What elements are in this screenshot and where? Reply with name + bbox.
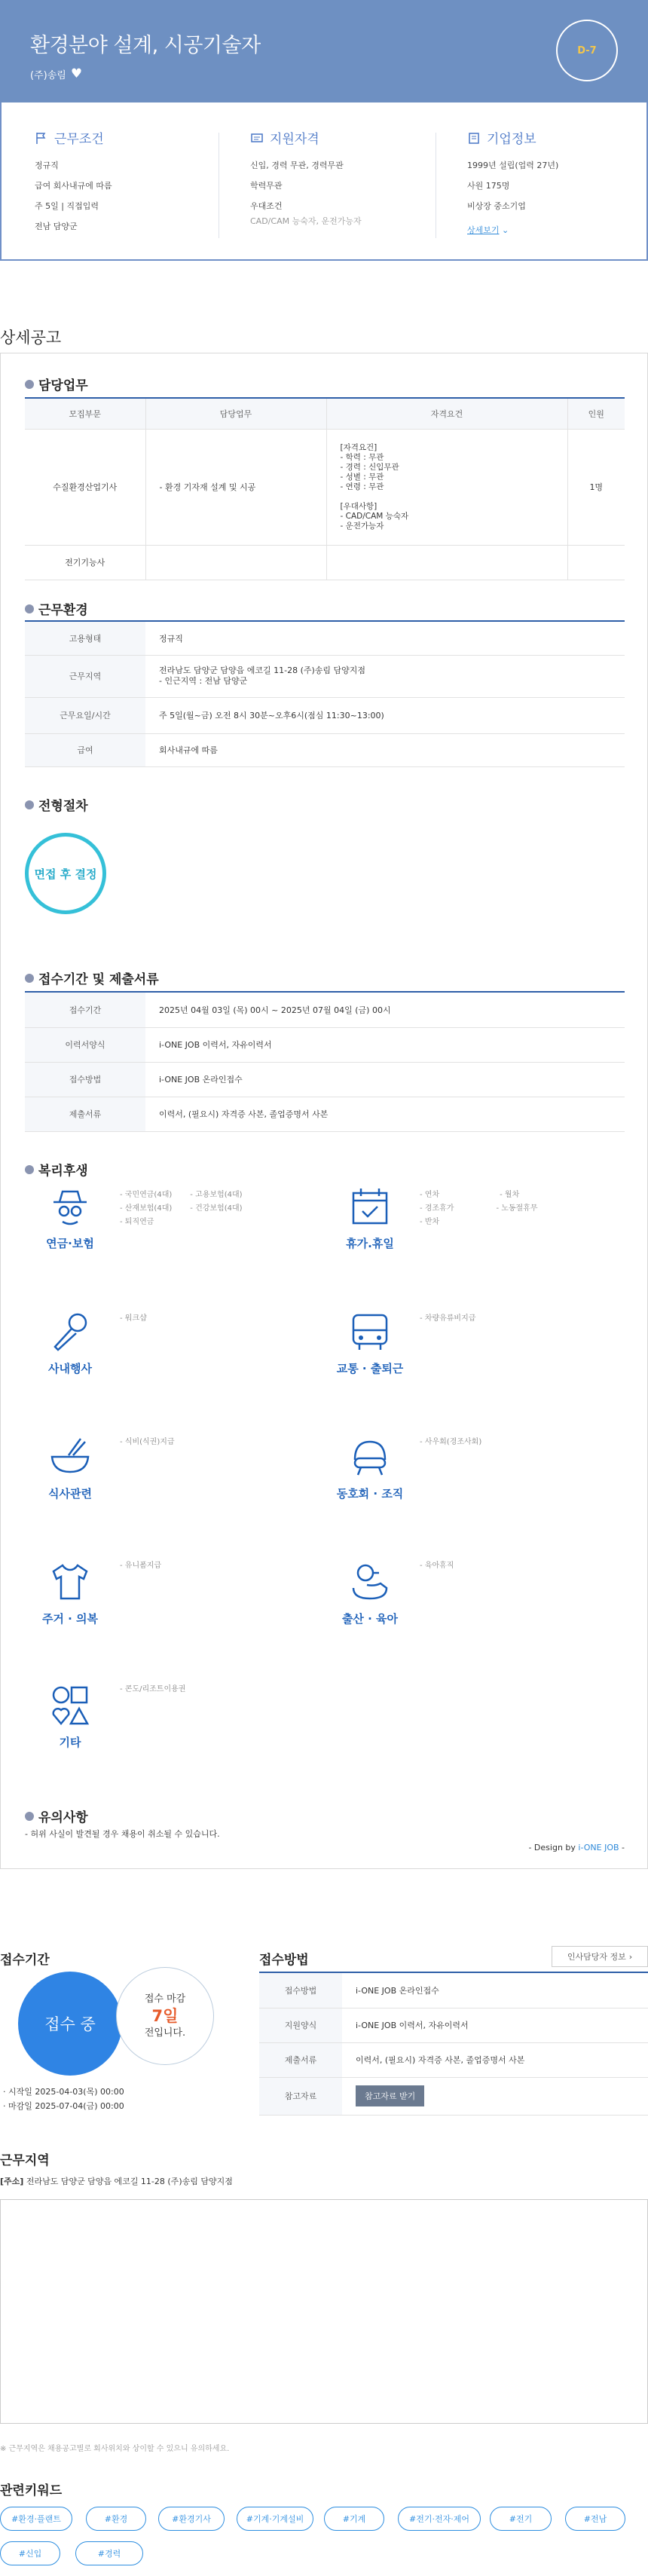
row-label: 지원양식: [259, 2008, 342, 2042]
calendar-icon: [346, 1182, 394, 1231]
dept-cell: 전기기능사: [25, 545, 145, 580]
row-label: 근무지역: [25, 655, 145, 697]
bullet-icon: [25, 380, 34, 389]
welfare-item: 차량유류비지급: [424, 1314, 476, 1323]
notice-text: - 허위 사실이 발견될 경우 채용이 취소될 수 있습니다.: [25, 1829, 220, 1839]
conditions-column: [35, 128, 112, 240]
chevron-down-icon[interactable]: ⌄: [499, 225, 509, 235]
welfare-item: 연차: [424, 1191, 440, 1199]
keyword-chip[interactable]: #전남: [565, 2507, 625, 2531]
welfare-item: 콘도/리조트이용권: [124, 1685, 186, 1693]
company-column: [467, 128, 558, 244]
row-value: 2025년 04월 03일 (목) 00시 ~ 2025년 07월 04일 (금) 00시: [145, 993, 625, 1027]
map-area[interactable]: [0, 2199, 648, 2424]
table-row: [259, 2008, 648, 2042]
duck-icon: [346, 1558, 394, 1606]
welfare-event: [25, 1308, 115, 1376]
welfare-heading: [25, 1160, 88, 1179]
welfare-item: 월차: [504, 1191, 520, 1199]
company-item: 1999년 설립(업력 27년): [467, 161, 559, 170]
deadline-suffix: 전입니다.: [144, 2027, 186, 2039]
table-row: [25, 622, 625, 655]
column-header: 인원: [567, 399, 625, 429]
table-row: [259, 2077, 648, 2115]
condition-item: 급여 회사내규에 따름: [35, 181, 112, 191]
welfare-item: 산재보험(4대): [124, 1204, 173, 1213]
table-row: [25, 1097, 625, 1131]
end-date: · 마감일 2025-07-04(금) 00:00: [3, 2101, 124, 2111]
bullet-icon: [25, 604, 34, 613]
welfare-label: 사내행사: [48, 1362, 92, 1375]
welfare-item: 육아휴직: [424, 1562, 454, 1570]
conditions-list: [35, 159, 112, 232]
requirements-cell: [자격요건] - 학력 : 무관 - 경력 : 신입무관 - 성별 : 무관 - 연령 : 무관 [우대사항] - CAD/CAM 능숙자 - 운전가능자: [326, 429, 567, 545]
status-text: 접수 중: [44, 2015, 96, 2033]
table-row: [25, 697, 625, 733]
bullet-icon: [25, 800, 34, 809]
job-title: 환경분야 설계, 시공기술자: [30, 34, 261, 57]
row-label: 근무요일/시간: [25, 697, 145, 733]
table-row: [25, 545, 625, 580]
company-list: [467, 159, 558, 236]
welfare-item: 퇴직연금: [124, 1218, 154, 1226]
keyword-chip[interactable]: #환경: [86, 2507, 146, 2531]
welfare-items: - 국민연금(4대) - 고용보험(4대) - 산재보험(4대) - 건강보험(4대) - 퇴직연금: [120, 1191, 243, 1226]
row-value: 회사내규에 따름: [145, 733, 625, 766]
heart-icon[interactable]: ♥: [70, 66, 83, 81]
welfare-label: 기타: [59, 1736, 81, 1749]
table-header-row: [25, 399, 625, 429]
flag-icon: [35, 131, 48, 145]
detail-section-title: 상세공고: [0, 329, 62, 347]
task-cell: [145, 545, 326, 580]
table-row: [25, 1027, 625, 1062]
reception-title: 접수기간 및 제출서류: [38, 972, 159, 987]
welfare-title: 복리후생: [38, 1164, 88, 1179]
qualifications-column: [250, 128, 362, 235]
condition-item: 정규직: [35, 161, 59, 170]
method-title: 접수방법: [259, 1953, 309, 1968]
notice-title: 유의사항: [38, 1810, 88, 1825]
company-heading: [467, 128, 558, 147]
notice-heading: [25, 1807, 88, 1825]
qualifications-heading: [250, 128, 362, 147]
count-cell: 1명: [567, 429, 625, 545]
company-item: 사원 175명: [467, 181, 510, 191]
welfare-item: 경조휴가: [424, 1204, 454, 1213]
method-table: [259, 1973, 648, 2116]
shapes-icon: [46, 1681, 94, 1730]
welfare-item: 사우회(경조사회): [424, 1438, 482, 1446]
table-row: [259, 2042, 648, 2077]
conditions-title: 근무조건: [54, 132, 104, 147]
keyword-chip[interactable]: #전기: [490, 2507, 552, 2531]
process-title: 전형절차: [38, 799, 88, 814]
keyword-chip[interactable]: #신입: [0, 2541, 60, 2565]
table-row: [25, 1062, 625, 1097]
welfare-label: 식사관련: [48, 1487, 92, 1501]
welfare-parenting: [325, 1558, 415, 1626]
bullet-icon: [25, 1165, 34, 1174]
welfare-items: - 유니폼지급: [120, 1562, 162, 1570]
row-label: 이력서양식: [25, 1027, 145, 1062]
welfare-label: 교통 · 출퇴근: [336, 1362, 404, 1375]
shirt-icon: [46, 1558, 94, 1606]
keyword-chip[interactable]: #기계: [324, 2507, 384, 2531]
welfare-transport: [325, 1308, 415, 1376]
condition-item: 주 5일 | 직접입력: [35, 201, 99, 211]
requirements-cell: [326, 545, 567, 580]
pension-icon: [46, 1182, 94, 1231]
keyword-chip[interactable]: #환경·플랜트: [0, 2507, 72, 2531]
table-row: [25, 993, 625, 1027]
period-title: 접수기간: [0, 1953, 50, 1968]
keywords-title: 관련키워드: [0, 2483, 63, 2498]
welfare-items: - 차량유류비지급: [420, 1314, 476, 1323]
design-brand: i-ONE JOB: [578, 1843, 619, 1852]
work-env-title: 근무환경: [38, 603, 88, 618]
count-cell: [567, 545, 625, 580]
detail-panel: [0, 353, 648, 1869]
welfare-items: - 식비(식권)지급: [120, 1438, 175, 1446]
welfare-item: 유니폼지급: [124, 1562, 162, 1570]
table-row: [25, 733, 625, 766]
keyword-chip[interactable]: #전기·전자·제어: [398, 2507, 481, 2531]
welfare-item: 건강보험(4대): [195, 1204, 243, 1213]
row-label: 접수기간: [25, 993, 145, 1027]
row-value: 주 5일(월~금) 오전 8시 30분~오후6시(점심 11:30~13:00): [145, 697, 625, 733]
welfare-meal: [25, 1433, 115, 1501]
company-title: 기업정보: [487, 132, 536, 147]
row-value: [342, 2077, 648, 2115]
reception-heading: [25, 968, 159, 987]
welfare-label: 휴가.휴일: [346, 1237, 394, 1250]
qualification-item: 우대조건: [250, 201, 283, 211]
row-value: i-ONE JOB 온라인접수: [342, 1973, 648, 2008]
id-card-icon: [250, 131, 264, 145]
qualification-item: 신입, 경력 무관, 경력무관: [250, 161, 344, 170]
welfare-item: 국민연금(4대): [124, 1191, 173, 1199]
column-header: 자격요건: [326, 399, 567, 429]
helmet-icon: [346, 1433, 394, 1481]
welfare-item: 노동절휴무: [501, 1204, 538, 1213]
keyword-chip[interactable]: #경력: [75, 2541, 143, 2565]
design-suffix: -: [619, 1843, 625, 1852]
company-name[interactable]: [30, 66, 82, 81]
manager-info-label: 인사담당자 정보: [567, 1952, 626, 1962]
keyword-chip[interactable]: #환경기사: [158, 2507, 225, 2531]
meal-icon: [46, 1433, 94, 1481]
bullet-icon: [25, 1812, 34, 1821]
welfare-item: 워크샵: [124, 1314, 147, 1323]
welfare-items: - 워크샵: [120, 1314, 147, 1323]
dept-cell: 수질환경산업기사: [25, 429, 145, 545]
status-circle: [18, 1972, 122, 2076]
address-text: 전라남도 담양군 담양읍 에코길 11-28 (주)송림 담양지점: [26, 2177, 233, 2186]
chevron-right-icon: ›: [628, 1951, 633, 1962]
bullet-icon: [25, 974, 34, 983]
download-reference-button[interactable]: 참고자료 받기: [356, 2085, 424, 2106]
welfare-item: 반차: [424, 1218, 440, 1226]
manager-info-button[interactable]: [552, 1946, 648, 1967]
process-heading: [25, 795, 88, 814]
work-env-heading: [25, 599, 88, 618]
deadline-circle: [116, 1967, 214, 2065]
table-row: [25, 429, 625, 545]
deadline-days: 7일: [151, 2007, 179, 2025]
period-dates: [3, 2085, 124, 2113]
welfare-pension: [25, 1182, 115, 1251]
row-value: 이력서, (필요시) 자격증 사본, 졸업증명서 사본: [145, 1097, 625, 1131]
location-note: ※ 근무지역은 채용공고별로 회사위치와 상이할 수 있으니 유의하세요.: [0, 2445, 230, 2453]
location-title: 근무지역: [0, 2153, 50, 2168]
bus-icon: [346, 1308, 394, 1356]
duty-table: [25, 399, 625, 580]
location-address: [0, 2175, 233, 2187]
row-label: 고용형태: [25, 622, 145, 655]
row-label: 참고자료: [259, 2077, 342, 2115]
row-label: 접수방법: [25, 1062, 145, 1097]
welfare-label: 연금·보험: [46, 1237, 94, 1250]
welfare-vacation: [325, 1182, 415, 1251]
conditions-heading: [35, 128, 112, 147]
row-label: 제출서류: [259, 2042, 342, 2077]
preferred-conditions: CAD/CAM 능숙자, 운전가능자: [250, 216, 362, 226]
row-value: i-ONE JOB 이력서, 자유이력서: [342, 2008, 648, 2042]
deadline-prefix: 접수 마감: [144, 1993, 186, 2005]
welfare-label: 출산 · 육아: [341, 1612, 399, 1626]
company-detail-item: [467, 224, 558, 236]
design-prefix: - Design by: [528, 1843, 579, 1852]
qualifications-list: [250, 159, 362, 227]
dday-badge: D-7: [556, 20, 618, 81]
qualification-item: 학력무관: [250, 181, 283, 191]
duty-title: 담당업무: [38, 378, 88, 393]
work-env-table: [25, 622, 625, 767]
welfare-item: 식비(식권)지급: [124, 1438, 175, 1446]
welfare-etc: [25, 1681, 115, 1750]
row-label: 급여: [25, 733, 145, 766]
welfare-label: 주거 · 의복: [41, 1612, 99, 1626]
microphone-icon: [46, 1308, 94, 1356]
reception-table: [25, 993, 625, 1132]
summary-panel: [0, 102, 648, 261]
design-credit: [528, 1843, 625, 1852]
qualifications-title: 지원자격: [270, 132, 319, 147]
process-step: 면접 후 결정: [25, 833, 106, 914]
row-value: i-ONE JOB 이력서, 자유이력서: [145, 1027, 625, 1062]
welfare-items: - 콘도/리조트이용권: [120, 1685, 186, 1693]
company-item: 비상장 중소기업: [467, 201, 526, 211]
row-value: 전라남도 담양군 담양읍 에코길 11-28 (주)송림 담양지점 - 인근지역 : 전남 담양군: [145, 655, 625, 697]
row-label: 제출서류: [25, 1097, 145, 1131]
company-detail-link[interactable]: 상세보기: [467, 225, 500, 235]
row-value: i-ONE JOB 온라인접수: [145, 1062, 625, 1097]
start-date: · 시작일 2025-04-03(목) 00:00: [3, 2087, 124, 2097]
condition-item: 전남 담양군: [35, 222, 78, 231]
task-cell: - 환경 기자재 설계 및 시공: [145, 429, 326, 545]
keyword-chip[interactable]: #기계·기계설비: [237, 2507, 313, 2531]
row-value: 이력서, (필요시) 자격증 사본, 졸업증명서 사본: [342, 2042, 648, 2077]
welfare-items: - 연차 - 월차 - 경조휴가 - 노동절휴무 - 반차: [420, 1191, 538, 1226]
duty-heading: [25, 375, 88, 393]
row-value: 정규직: [145, 622, 625, 655]
welfare-label: 동호회 · 조직: [336, 1487, 404, 1501]
welfare-items: - 사우회(경조사회): [420, 1438, 482, 1446]
column-header: 담당업무: [145, 399, 326, 429]
address-tag: [주소]: [0, 2177, 24, 2186]
welfare-items: - 육아휴직: [420, 1562, 454, 1570]
table-row: [259, 1973, 648, 2008]
company-label[interactable]: (주)송림: [30, 69, 66, 81]
welfare-club: [325, 1433, 415, 1501]
job-header: [0, 0, 648, 102]
table-row: [25, 655, 625, 697]
building-icon: [467, 131, 481, 145]
column-header: 모집부문: [25, 399, 145, 429]
welfare-housing: [25, 1558, 115, 1626]
row-label: 접수방법: [259, 1973, 342, 2008]
welfare-item: 고용보험(4대): [195, 1191, 243, 1199]
